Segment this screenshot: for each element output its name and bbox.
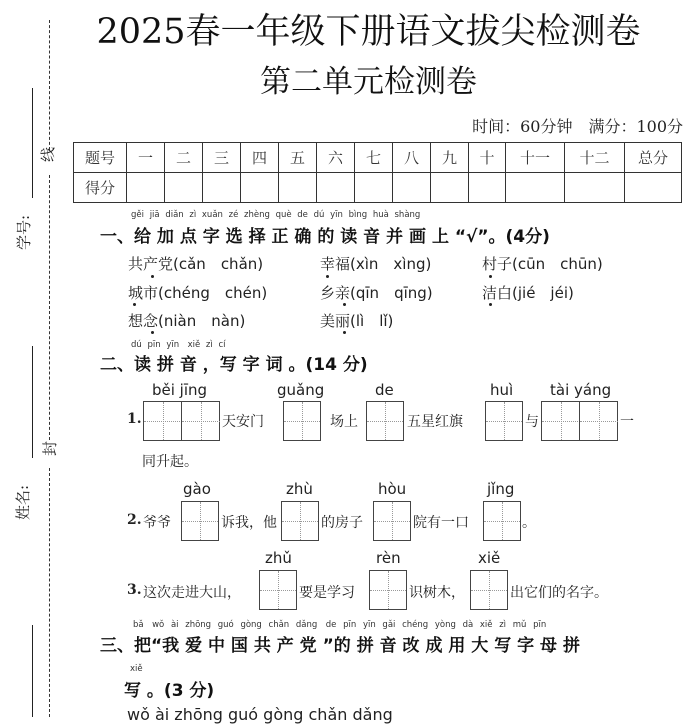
header-cell: 五 bbox=[279, 143, 317, 173]
header-cell: 二 bbox=[165, 143, 203, 173]
header-cell: 八 bbox=[393, 143, 431, 173]
score-cell[interactable] bbox=[317, 173, 355, 203]
score-cell[interactable] bbox=[355, 173, 393, 203]
emphasis-dot bbox=[343, 303, 346, 306]
pinyin-label: tài yáng bbox=[550, 381, 612, 399]
option-item[interactable]: 美丽(lì lǐ) bbox=[320, 312, 394, 330]
question-text: 与 bbox=[525, 414, 539, 430]
question-text: 识树木， bbox=[409, 585, 465, 601]
header-cell: 一 bbox=[127, 143, 165, 173]
answer-pinyin: wǒ ài zhōng guó gòng chǎn dǎng bbox=[127, 705, 393, 724]
score-cell[interactable] bbox=[506, 173, 565, 203]
score-cell[interactable] bbox=[127, 173, 165, 203]
emphasis-dot bbox=[151, 331, 154, 334]
question-text: 天安门 bbox=[222, 414, 264, 430]
margin-label-student-id: 学号: bbox=[15, 214, 34, 251]
section1-pinyin: gěi jiā diǎn zì xuǎn zé zhèng què de dú yīn bìng huà shàng bbox=[131, 210, 421, 220]
score-cell[interactable] bbox=[625, 173, 682, 203]
question-text: 的房子 bbox=[321, 515, 363, 531]
header-cell: 七 bbox=[355, 143, 393, 173]
question-text: 一 bbox=[620, 414, 634, 430]
writing-box[interactable] bbox=[470, 570, 508, 610]
pinyin-label: huì bbox=[490, 381, 514, 399]
option-item[interactable]: 村子(cūn chūn) bbox=[482, 255, 603, 273]
header-cell: 题号 bbox=[74, 143, 127, 173]
writing-box[interactable] bbox=[483, 501, 521, 541]
section3-heading: 三、把“我 爱 中 国 共 产 党 ”的 拼 音 改 成 用 大 写 字 母 拼 bbox=[100, 636, 580, 656]
score-cell[interactable] bbox=[203, 173, 241, 203]
student-id-underline bbox=[32, 88, 33, 198]
writing-box[interactable] bbox=[281, 501, 319, 541]
header-cell: 四 bbox=[241, 143, 279, 173]
emphasis-dot bbox=[489, 303, 492, 306]
score-cell[interactable] bbox=[241, 173, 279, 203]
section2-heading: 二、读 拼 音 ，写 字 词 。(14 分) bbox=[100, 355, 368, 375]
writing-box[interactable] bbox=[181, 501, 219, 541]
binding-dashed-line bbox=[49, 175, 50, 440]
question-text: 诉我，他 bbox=[221, 515, 277, 531]
score-cell[interactable] bbox=[565, 173, 625, 203]
writing-box[interactable] bbox=[259, 570, 297, 610]
page-subtitle: 第二单元检测卷 bbox=[260, 64, 477, 100]
score-cell[interactable] bbox=[431, 173, 469, 203]
question-text-line2: 同升起。 bbox=[142, 454, 198, 470]
emphasis-dot bbox=[326, 275, 329, 278]
option-item[interactable]: 乡亲(qīn qīng) bbox=[320, 284, 433, 302]
writing-box[interactable] bbox=[369, 570, 407, 610]
question-number: 3. bbox=[127, 582, 142, 598]
section3-heading-line2: 写 。(3 分) bbox=[124, 681, 215, 701]
option-item[interactable]: 想念(niàn nàn) bbox=[128, 312, 246, 330]
header-cell: 九 bbox=[431, 143, 469, 173]
pinyin-label: jǐng bbox=[487, 480, 515, 498]
pinyin-label: hòu bbox=[378, 480, 407, 498]
header-cell: 十二 bbox=[565, 143, 625, 173]
margin-label-seal: 封 bbox=[41, 440, 60, 457]
writing-box[interactable] bbox=[283, 401, 321, 441]
exam-meta: 时间：60分钟 满分：100分 bbox=[472, 117, 683, 136]
header-cell: 六 bbox=[317, 143, 355, 173]
score-cell[interactable] bbox=[279, 173, 317, 203]
pinyin-label: rèn bbox=[376, 549, 401, 567]
question-text: 。 bbox=[522, 515, 536, 531]
emphasis-dot bbox=[343, 331, 346, 334]
score-cell[interactable] bbox=[393, 173, 431, 203]
score-row-label: 得分 bbox=[74, 173, 127, 203]
pinyin-label: guǎng bbox=[277, 381, 325, 399]
header-cell: 三 bbox=[203, 143, 241, 173]
pinyin-label: běi jīng bbox=[152, 381, 208, 399]
question-text: 要是学习 bbox=[299, 585, 355, 601]
pinyin-label: de bbox=[375, 381, 394, 399]
name-underline bbox=[32, 346, 33, 458]
page-title: 2025春一年级下册语文拔尖检测卷 bbox=[96, 12, 641, 52]
margin-label-name: 姓名: bbox=[14, 484, 33, 521]
question-text: 这次走进大山， bbox=[143, 585, 241, 601]
question-number: 1. bbox=[127, 411, 142, 427]
writing-box[interactable] bbox=[541, 401, 618, 441]
section2-pinyin: dú pīn yīn xiě zì cí bbox=[131, 340, 226, 350]
section3-pinyin: bǎ wǒ ài zhōng guó gòng chǎn dǎng de pīn yīn gǎi chéng yòng dà xiě zì mǔ pīn bbox=[133, 620, 547, 630]
pinyin-label: zhù bbox=[286, 480, 313, 498]
header-cell: 十一 bbox=[506, 143, 565, 173]
margin-underline bbox=[32, 625, 33, 717]
option-item[interactable]: 共产党(cǎn chǎn) bbox=[128, 255, 264, 273]
question-text: 场上 bbox=[330, 414, 358, 430]
pinyin-label: zhǔ bbox=[265, 549, 292, 567]
question-text: 五星红旗 bbox=[407, 414, 463, 430]
question-text: 爷爷 bbox=[143, 515, 171, 531]
score-cell[interactable] bbox=[469, 173, 506, 203]
pinyin-label: gào bbox=[183, 480, 211, 498]
binding-dashed-line bbox=[49, 468, 50, 717]
emphasis-dot bbox=[489, 275, 492, 278]
writing-box[interactable] bbox=[143, 401, 220, 441]
writing-box[interactable] bbox=[373, 501, 411, 541]
question-text: 院有一口 bbox=[413, 515, 469, 531]
score-table-score-row bbox=[74, 173, 682, 203]
section1-heading: 一、给 加 点 字 选 择 正 确 的 读 音 并 画 上 “√”。(4分) bbox=[100, 227, 550, 247]
header-cell: 十 bbox=[469, 143, 506, 173]
score-cell[interactable] bbox=[165, 173, 203, 203]
emphasis-dot bbox=[151, 275, 154, 278]
option-item[interactable]: 城市(chéng chén) bbox=[128, 284, 268, 302]
writing-box[interactable] bbox=[366, 401, 404, 441]
option-item[interactable]: 幸福(xìn xìng) bbox=[320, 255, 432, 273]
section3-pinyin-line2: xiě bbox=[130, 664, 143, 674]
header-cell: 总分 bbox=[625, 143, 682, 173]
score-table bbox=[73, 142, 682, 203]
pinyin-label: xiě bbox=[478, 549, 501, 567]
emphasis-dot bbox=[133, 303, 136, 306]
option-item[interactable]: 洁白(jié jéi) bbox=[482, 284, 574, 302]
writing-box[interactable] bbox=[485, 401, 523, 441]
question-number: 2. bbox=[127, 512, 142, 528]
score-table-header-row bbox=[74, 143, 682, 173]
question-text: 出它们的名字。 bbox=[510, 585, 608, 601]
margin-label-line: 线 bbox=[39, 146, 58, 163]
